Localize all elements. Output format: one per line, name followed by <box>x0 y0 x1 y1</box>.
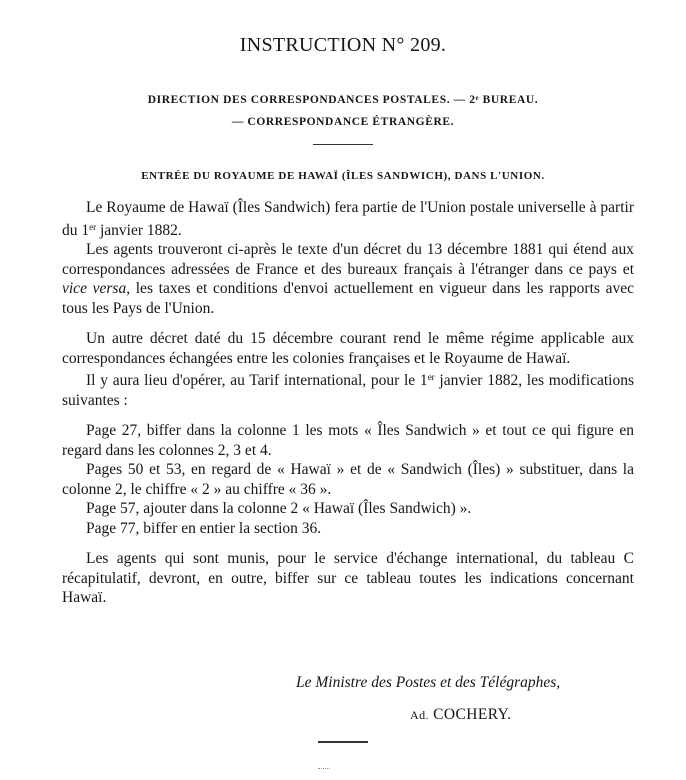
signature-title: Le Ministre des Postes et des Télégraphes, <box>296 674 561 691</box>
paragraph-2 <box>62 240 634 318</box>
superscript: er <box>89 221 97 232</box>
document-title: INSTRUCTION N° 209. <box>239 34 447 56</box>
subheading: ENTRÉE DU ROYAUME DE HAWAÏ (ÎLES SANDWICH), DANS L'UNION. <box>141 170 545 182</box>
paragraph-6: Pages 50 et 53, en regard de « Hawaï » et de « Sandwich (Îles) » substituer, dans la colonne 2, le chiffre « 2 » au chiffre « 36 ». <box>62 461 634 498</box>
paragraph-9: Les agents qui sont munis, pour le service d'échange international, du tableau C récapitulatif, devront, en outre, biffer sur ce tableau toutes les indications concernant Hawaï. <box>62 550 634 606</box>
paragraph-8: Page 77, biffer en entier la section 36. <box>86 519 322 537</box>
paragraph-1 <box>62 198 634 240</box>
paragraph-7: Page 57, ajouter dans la colonne 2 « Hawaï (Îles Sandwich) ». <box>86 500 472 517</box>
paragraph-4-text: Il y aura lieu d'opérer, au Tarif international, pour le 1 <box>86 372 428 389</box>
paragraph-4-text-end: janvier 1882, les modifications suivantes : <box>62 372 634 409</box>
page-mark <box>318 768 330 772</box>
signature-name <box>410 706 511 724</box>
signature-prefix: Ad. <box>410 708 429 722</box>
paragraph-2-text-end: , les taxes et conditions d'envoi actuellement en vigueur dans les rapports avec tous les Pays de l'Union. <box>62 280 634 317</box>
paragraph-1-text-end: janvier 1882. <box>96 221 182 239</box>
paragraph-3: Un autre décret daté du 15 décembre courant rend le même régime applicable aux correspondances échangées entre les colonies françaises et le Royaume de Hawaï. <box>62 330 634 367</box>
paragraph-1-text: Le Royaume de Hawaï (Îles Sandwich) fera partie de l'Union postale universelle à partir du 1 <box>62 199 634 239</box>
signature-surname: COCHERY. <box>433 706 512 723</box>
direction-line-2: — CORRESPONDANCE ÉTRANGÈRE. <box>231 116 455 128</box>
direction-line-1: DIRECTION DES CORRESPONDANCES POSTALES. — 2ᵉ BUREAU. <box>147 94 539 106</box>
paragraph-2-text: Les agents trouveront ci-après le texte d'un décret du 13 décembre 1881 qui étend aux correspondances adressées de France et des bureaux français à l'étranger dans ce pays et <box>62 241 634 278</box>
closing-rule <box>318 741 368 743</box>
italic-text: vice versa <box>62 280 127 297</box>
separator-rule <box>313 144 373 145</box>
document-body <box>62 198 634 608</box>
superscript: er <box>427 372 435 382</box>
paragraph-5: Page 27, biffer dans la colonne 1 les mots « Îles Sandwich » et tout ce qui figure en regard dans les colonnes 2, 3 et 4. <box>62 422 634 459</box>
paragraph-4 <box>62 368 634 410</box>
